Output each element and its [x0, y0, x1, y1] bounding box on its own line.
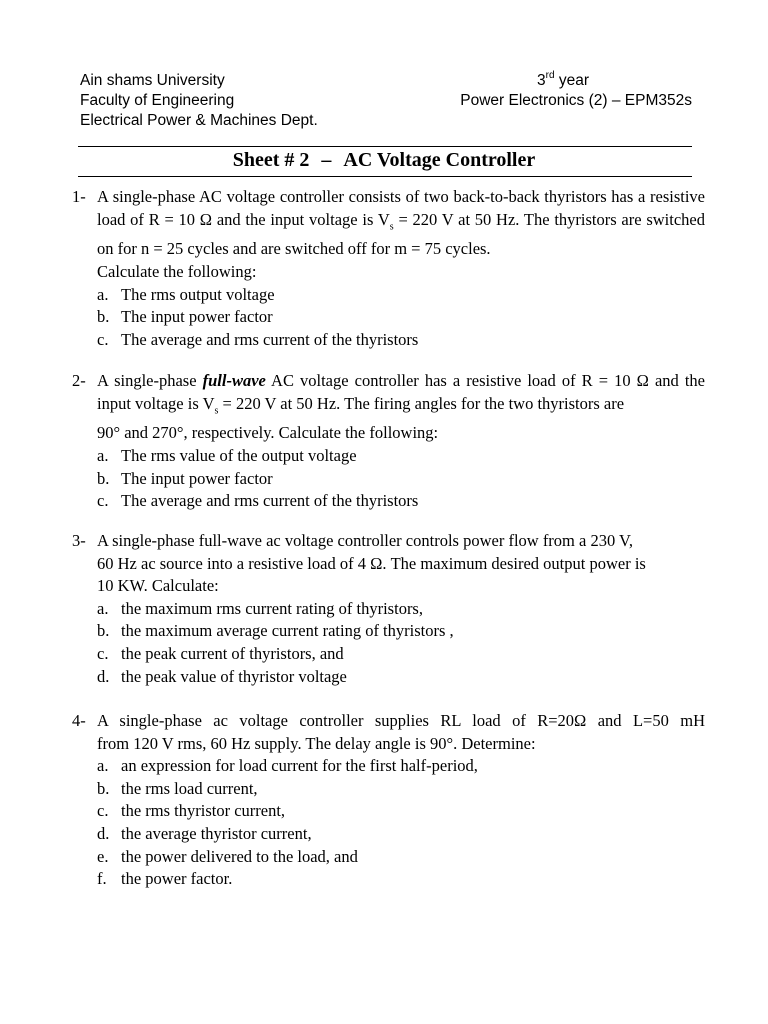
sub-question [97, 800, 705, 823]
question-3 [72, 530, 705, 688]
sub-question [97, 490, 705, 513]
sub-question [97, 620, 705, 643]
sub-question-list [97, 755, 705, 891]
sub-question-text: the maximum average current rating of thyristors , [121, 621, 454, 641]
question-text-part: AC voltage controller has a resistive load of R = 10 Ω and the input voltage is V [97, 371, 706, 413]
title-dash: – [321, 149, 332, 171]
sub-question-letter: c. [97, 643, 109, 663]
sub-question-text: the rms load current, [121, 778, 258, 798]
sub-question-letter: b. [97, 778, 110, 798]
sub-question-letter: a. [97, 598, 109, 618]
sub-question [97, 306, 705, 329]
sub-question-letter: f. [97, 869, 107, 889]
sub-question-letter: d. [97, 823, 110, 843]
sub-question [97, 598, 705, 621]
institution-block [80, 71, 318, 131]
sheet-number: Sheet # 2 [232, 149, 310, 171]
sub-question-letter: d. [97, 666, 110, 686]
course-name: Power Electronics (2) – EPM352s [460, 92, 692, 109]
sub-question [97, 284, 705, 307]
question-number: 2- [72, 371, 86, 390]
course-block [460, 71, 692, 111]
sub-question [97, 666, 705, 689]
question-text-part: A single-phase [97, 371, 203, 390]
question-text-part: = 220 V at 50 Hz. The thyristors are switched on for n = 25 cycles and are switched off for m = 75 cycles. [97, 209, 705, 259]
question-number: 4- [72, 711, 86, 730]
question-text-line: 60 Hz ac source into a resistive load of 4 Ω. The maximum desired output power is [97, 553, 646, 573]
question-text-part: A single-phase AC voltage controller consists of two back-to-back thyristors has a resistive load of R = 10 Ω and the input voltage is V [97, 187, 705, 229]
faculty-name: Faculty of Engineering [80, 92, 235, 109]
sub-question-text: The input power factor [121, 307, 273, 327]
sub-question-letter: c. [97, 329, 109, 349]
sub-question [97, 329, 705, 352]
sub-question-list [97, 284, 705, 352]
question-4 [72, 710, 705, 891]
question-text-part: = 220 V at 50 Hz. The firing angles for the two thyristors are [218, 393, 625, 413]
year-number: 3 [537, 72, 546, 89]
question-instruction: from 120 V rms, 60 Hz supply. The delay angle is 90°. Determine: [97, 733, 536, 753]
subscript: s [214, 404, 219, 416]
sub-question-letter: c. [97, 491, 109, 511]
sub-question-letter: a. [97, 756, 109, 776]
sub-question-text: The input power factor [121, 468, 273, 488]
sub-question-letter: b. [97, 307, 110, 327]
sub-question [97, 445, 705, 468]
question-instruction: Calculate the following: [97, 262, 257, 282]
sub-question-text: the peak current of thyristors, and [121, 643, 344, 663]
page-title [0, 147, 768, 173]
sub-question [97, 468, 705, 491]
sub-question [97, 868, 705, 891]
question-text-line: A single-phase full-wave ac voltage controller controls power flow from a 230 V, [97, 531, 633, 550]
question-instruction: 90° and 270°, respectively. Calculate the following: [97, 423, 439, 443]
sub-question-text: the peak value of thyristor voltage [121, 666, 347, 686]
sub-question-list [97, 598, 705, 688]
sub-question-letter: a. [97, 284, 109, 304]
university-name: Ain shams University [80, 72, 225, 89]
sub-question-text: The rms output voltage [121, 284, 275, 304]
sub-question [97, 643, 705, 666]
sub-question-text: The average and rms current of the thyristors [121, 329, 419, 349]
question-number: 1- [72, 187, 86, 206]
sub-question-text: an expression for load current for the first half-period, [121, 756, 478, 776]
sub-question [97, 755, 705, 778]
question-text-line: 10 KW. Calculate: [97, 576, 219, 596]
sub-question-list [97, 445, 705, 513]
academic-year [460, 71, 692, 91]
sub-question-letter: b. [97, 621, 110, 641]
sub-question-letter: c. [97, 801, 109, 821]
sub-question-text: The rms value of the output voltage [121, 446, 357, 466]
question-number: 3- [72, 531, 86, 550]
question-text [97, 370, 705, 422]
sub-question [97, 778, 705, 801]
sub-question-letter: a. [97, 446, 109, 466]
subscript: s [389, 220, 394, 232]
sub-question-text: the power delivered to the load, and [121, 846, 358, 866]
title-divider [78, 176, 692, 177]
sub-question [97, 823, 705, 846]
question-text-line: A single-phase ac voltage controller supplies RL load of R=20Ω and L=50 mH [97, 711, 705, 730]
sub-question-text: The average and rms current of the thyristors [121, 491, 419, 511]
sub-question-letter: e. [97, 846, 109, 866]
question-2 [72, 370, 705, 513]
question-text [97, 186, 705, 261]
sub-question-text: the average thyristor current, [121, 823, 312, 843]
sheet-subject: AC Voltage Controller [343, 149, 536, 171]
year-word: year [558, 72, 589, 89]
sub-question-text: the maximum rms current rating of thyristors, [121, 598, 423, 618]
emphasis-text: full-wave [202, 371, 266, 390]
sub-question-letter: b. [97, 468, 110, 488]
year-suffix: rd [545, 69, 555, 81]
sub-question-text: the rms thyristor current, [121, 801, 286, 821]
sub-question [97, 846, 705, 869]
department-name: Electrical Power & Machines Dept. [80, 112, 318, 129]
sub-question-text: the power factor. [121, 869, 233, 889]
question-1 [72, 186, 705, 351]
